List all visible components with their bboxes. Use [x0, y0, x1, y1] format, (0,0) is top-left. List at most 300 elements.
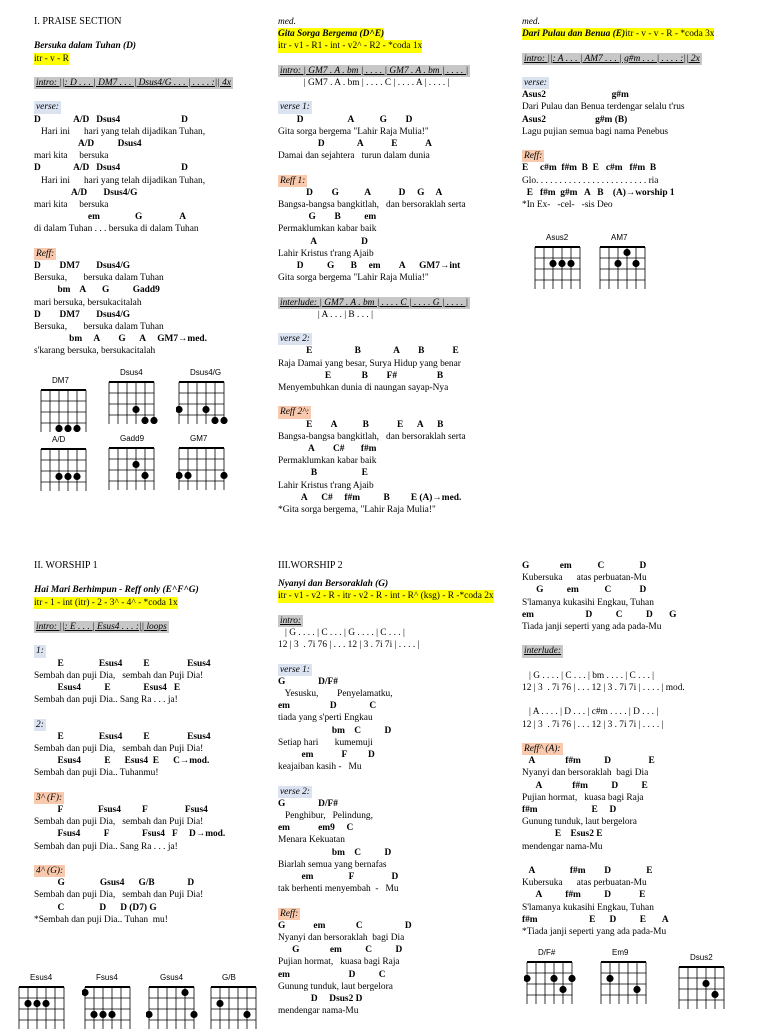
- lyric-line: D DM7 Dsus4/G: [34, 261, 131, 271]
- lyric-line: II. WORSHIP 1: [34, 560, 98, 571]
- lyric-line: itr - v1 - R1 - int - v2^ - R2 - *coda 1x: [278, 41, 423, 52]
- fretboard-grid: [176, 378, 228, 424]
- lyric-line: Sembah dan puji Dia.. Tuhanmu!: [34, 768, 159, 779]
- lyric-line: itr - 1 - int (itr) - 2 - 3^ - 4^ - *coda 1x: [34, 597, 178, 608]
- finger-dot: [55, 473, 62, 480]
- lyric-line: [34, 792, 270, 804]
- lyric-line: mendengar nama-Mu: [278, 1006, 359, 1017]
- section-label: verse 1:: [280, 664, 310, 675]
- lyric-line: Bangsa-bangsa bangkitlah, dan bersoraklah serta: [278, 431, 466, 442]
- chord-diagram: [676, 953, 728, 1014]
- lyric-line: D G A D G A: [278, 187, 443, 198]
- lyric-line: Lagu pujian semua bagi nama Penebus: [522, 126, 669, 137]
- lyric-line: G Gsus4 G/B D: [34, 878, 195, 889]
- section-label: 3^ (F):: [36, 792, 63, 803]
- finger-dot: [132, 406, 139, 413]
- section-label: interlude:: [524, 646, 561, 657]
- finger-dot: [243, 1011, 250, 1018]
- lyric-line: Tiada janji seperti yang ada pada-Mu: [522, 622, 662, 633]
- section-label: Reff 2^:: [280, 407, 310, 418]
- lyric-line: [278, 175, 514, 187]
- lyric-line: Sembah dan puji Dia.. Sang Ra . . . ja!: [34, 695, 178, 706]
- lyric-line: tak berhenti menyembah - Mu: [278, 884, 399, 895]
- finger-dot: [550, 975, 557, 982]
- lyric-line: itr - v - R: [34, 53, 69, 64]
- lyric-line: [34, 65, 270, 77]
- lyric-line: Menyembuhkan dunia di naungan sayap-Nya: [278, 383, 449, 394]
- lyric-line: A/D Dsus4/G: [34, 187, 138, 198]
- lyric-line: | GM7 . A . bm | . . . . C | . . . . A | . . . . |: [278, 78, 450, 88]
- lyric-line: A f#m D E: [522, 890, 646, 901]
- lyric-line: [522, 853, 758, 865]
- lyric-line: [278, 664, 514, 676]
- lyric-line: Gita Sorga Bergema (D^E): [278, 29, 385, 40]
- section-label: intro: ||: E . . . | Esus4 . . . :|| loops: [36, 621, 167, 632]
- lyric-line: Nyanyi dan bersoraklah bagi Dia: [522, 768, 649, 779]
- lyric-line: Bersuka, bersuka dalam Tuhan: [34, 273, 164, 284]
- fretboard-grid: [532, 243, 584, 289]
- lyric-line: [522, 731, 758, 743]
- lyric-line: 12 | 3 . 7i 76 | . . . 12 | 3 . 7i 7i | . . . . |: [278, 640, 420, 651]
- finger-dot: [73, 473, 80, 480]
- lyric-line: bm C D: [278, 725, 392, 736]
- lyric-line: I. PRAISE SECTION: [34, 16, 122, 27]
- col-gita-sorga: [278, 16, 514, 516]
- finger-dot: [606, 975, 613, 982]
- lyric-line: itr - v1 - v2 - R - itr - v2 - R - int - R^ (ksg) - R -: [278, 591, 460, 602]
- section-label: Reff^ (A):: [524, 743, 561, 754]
- lyric-line: [34, 706, 270, 718]
- lyric-line: Nyanyi dan bersoraklah bagi Dia: [278, 933, 405, 944]
- finger-dot: [141, 417, 148, 424]
- lyric-line: Dari Pulau dan Benua (E): [522, 29, 626, 40]
- fretboard-grid: [598, 958, 650, 1004]
- finger-dot: [711, 991, 718, 998]
- lyric-line: [278, 773, 514, 785]
- lyric-line: 12 | 3 . 7i 76 | . . . 12 | 3 . 7i 7i | . . . . | mod.: [522, 683, 685, 693]
- lyric-line: Setiap hari kumemuji: [278, 737, 373, 748]
- lyric-line: [278, 651, 514, 663]
- lyric-line: [522, 658, 758, 670]
- lyric-line: A f#m D E: [522, 866, 653, 876]
- lyric-line: [278, 53, 514, 65]
- lyric-line: [34, 248, 270, 260]
- lyric-line: s'karang bersuka, bersukacitalah: [34, 346, 156, 357]
- finger-dot: [549, 260, 556, 267]
- lyric-line: | A . . . | B . . . |: [278, 309, 373, 320]
- lyric-line: Sembah dan puji Dia, sembah dan Puji Dia!: [34, 670, 204, 681]
- col-dari-pulau: [522, 16, 758, 211]
- lyric-line: [34, 633, 270, 645]
- chord-diagram-name: DM7: [52, 376, 69, 385]
- lyric-line: Esus4 E Esus4 E C→mod.: [34, 756, 210, 767]
- fretboard-grid: [176, 444, 228, 490]
- lyric-line: [34, 236, 270, 248]
- lyric-line: Gita sorga bergema "Lahir Raja Mulia!": [278, 126, 429, 137]
- finger-dot: [211, 417, 218, 424]
- lyric-line: [278, 406, 514, 418]
- lyric-line: A f#m D E: [522, 780, 648, 791]
- finger-dot: [33, 1000, 40, 1007]
- section-label: verse 2:: [280, 334, 310, 345]
- finger-dot: [190, 1011, 197, 1018]
- finger-dot: [614, 260, 621, 267]
- lyric-line: [278, 895, 514, 907]
- lyric-line: tiada yang s'perti Engkau: [278, 713, 373, 724]
- chord-diagram-name: Em9: [612, 948, 629, 957]
- fretboard-grid: [676, 963, 728, 1009]
- lyric-line: [522, 77, 758, 89]
- lyric-line: [34, 28, 270, 40]
- lyric-line: [34, 865, 270, 877]
- finger-dot: [132, 461, 139, 468]
- lyric-line: Bersuka dalam Tuhan (D): [34, 41, 137, 52]
- finger-dot: [181, 989, 188, 996]
- finger-dot: [567, 260, 574, 267]
- finger-dot: [216, 1000, 223, 1007]
- finger-dot: [24, 1000, 31, 1007]
- finger-dot: [559, 986, 566, 993]
- lyric-line: [278, 321, 514, 333]
- section-label: interlude: | GM7 . A . bm | . . . . C | . . . . G | . . . . |: [280, 297, 469, 308]
- chord-diagram: [82, 973, 134, 1034]
- lyric-line: G em C D: [278, 945, 403, 956]
- finger-dot: [184, 472, 191, 479]
- chord-diagram: [532, 233, 584, 294]
- chord-diagram-name: Dsus2: [690, 953, 713, 962]
- finger-dot: [141, 472, 148, 479]
- lyric-line: S'lamanya kukasihi Engkau, Tuhan: [522, 597, 654, 608]
- section-label: Reff:: [524, 151, 543, 162]
- lyric-line: [278, 65, 514, 77]
- finger-dot: [73, 425, 80, 432]
- lyric-line: [34, 780, 270, 792]
- lyric-line: [522, 53, 758, 65]
- finger-dot: [558, 260, 565, 267]
- lyric-line: D Dsus2 D: [278, 994, 363, 1005]
- lyric-line: E Esus4 E Esus4: [34, 731, 211, 742]
- lyric-line: [34, 621, 270, 633]
- section-label: 2:: [36, 719, 44, 730]
- section-label: verse 2:: [280, 786, 310, 797]
- section-label: 4^ (G):: [36, 865, 64, 876]
- lyric-line: E B A B E: [278, 346, 459, 357]
- lyric-line: Permaklumkan kabar baik: [278, 224, 377, 235]
- chord-diagram: [38, 376, 90, 437]
- lyric-line: D DM7 Dsus4/G: [34, 309, 131, 320]
- finger-dot: [55, 425, 62, 432]
- lyric-line: Asus2 g#m (B): [522, 114, 628, 125]
- lyric-line: Hari ini hari yang telah dijadikan Tuhan,: [34, 126, 206, 137]
- fretboard-grid: [16, 983, 68, 1029]
- lyric-line: [522, 65, 758, 77]
- lyric-line: [34, 853, 270, 865]
- lyric-line: D A E A: [278, 139, 432, 149]
- lyric-line: itr - v - v - R - *coda 3x: [625, 29, 715, 40]
- lyric-line: C D D (D7) G: [34, 902, 157, 913]
- lyric-line: em D C: [278, 701, 377, 712]
- finger-dot: [176, 472, 183, 479]
- finger-dot: [633, 986, 640, 993]
- lyric-line: *Sembah dan puji Dia.. Tuhan mu!: [34, 914, 168, 925]
- lyric-line: G D/F#: [278, 798, 338, 809]
- chord-diagram: [176, 434, 228, 495]
- lyric-line: Raja Damai yang besar, Surya Hidup yang benar: [278, 358, 461, 369]
- lyric-line: Yesusku, Penyelamatku,: [278, 689, 393, 699]
- section-label: intro: ||: D . . . | DM7 . . . | Dsus4/G . . . | . . . . :|| 4x: [36, 77, 232, 88]
- finger-dot: [623, 249, 630, 256]
- lyric-line: [278, 89, 514, 101]
- lyric-line: [278, 394, 514, 406]
- finger-dot: [90, 1011, 97, 1018]
- lyric-line: f#m E D: [522, 805, 617, 815]
- lyric-line: E c#m f#m B E c#m f#m B: [522, 163, 657, 174]
- lyric-line: em G A: [34, 212, 187, 223]
- lyric-line: [34, 609, 270, 621]
- section-label: verse:: [524, 77, 547, 88]
- lyric-line: mendengar nama-Mu: [522, 841, 603, 852]
- section-label: intro:: [280, 615, 302, 626]
- finger-dot: [146, 1011, 153, 1018]
- chord-diagram-name: Dsus4/G: [190, 368, 222, 377]
- lyric-line: Damai dan sejahtera turun dalam dunia: [278, 151, 430, 162]
- finger-dot: [202, 406, 209, 413]
- lyric-line: Menara Kekuatan: [278, 835, 345, 846]
- lyric-line: [522, 743, 758, 755]
- lyric-line: Fsus4 F Fsus4 F D→mod.: [34, 829, 226, 840]
- lyric-line: bm A G A GM7→med.: [34, 334, 207, 345]
- finger-dot: [64, 473, 71, 480]
- fretboard-grid: [106, 444, 158, 490]
- fretboard-grid: [106, 378, 158, 424]
- lyric-line: Esus4 E Esus4 E: [34, 682, 181, 693]
- lyric-line: [522, 694, 758, 706]
- lyric-line: [522, 150, 758, 162]
- col-worship-1: [34, 560, 270, 926]
- chord-diagram-name: AM7: [611, 233, 628, 242]
- lyric-line: f#m E D E A: [522, 914, 669, 925]
- lyric-line: [34, 645, 270, 657]
- chord-diagram: [38, 435, 90, 496]
- lyric-line: Hari ini hari yang telah dijadikan Tuhan,: [34, 175, 206, 186]
- lyric-line: Lahir Kristus t'rang Ajaib: [278, 248, 374, 259]
- lyric-line: G B em: [278, 212, 377, 223]
- lyric-line: [278, 786, 514, 798]
- lyric-line: Sembah dan puji Dia, sembah dan Puji Dia!: [34, 817, 204, 828]
- lyric-line: Nyanyi dan Bersoraklah (G): [278, 579, 389, 590]
- lyric-line: D A/D Dsus4 D: [34, 163, 188, 174]
- chord-diagram: [208, 973, 260, 1034]
- chord-diagram: [597, 233, 649, 294]
- lyric-line: Bangsa-bangsa bangkitlah, dan bersoraklah serta: [278, 200, 466, 210]
- lyric-line: [278, 603, 514, 615]
- section-label: Reff:: [36, 248, 55, 259]
- lyric-line: [522, 40, 758, 52]
- finger-dot: [42, 1000, 49, 1007]
- lyric-line: keajaiban kasih - Mu: [278, 762, 362, 773]
- section-label: intro: ||: A . . . | AM7 . . . | g#m . . . | . . . . :|| 2x: [524, 53, 700, 64]
- chord-diagram-name: Dsus4: [120, 368, 143, 377]
- lyric-line: E f#m g#m A B (A)→worship 1: [522, 187, 675, 198]
- lyric-line: Glo. . . . . . . . . . . . . . . . . . . . . . . . ria: [522, 175, 659, 186]
- section-label: Reff:: [280, 908, 299, 919]
- section-label: intro: | GM7 . A . bm | . . . . | GM7 . A . bm | . . . . |: [280, 65, 469, 76]
- section-label: 1:: [36, 646, 44, 657]
- finger-dot: [176, 406, 183, 413]
- lyric-line: D G B em A GM7→int: [278, 261, 461, 272]
- lyric-line: med.: [278, 17, 296, 27]
- lyric-line: [522, 138, 758, 150]
- lyric-line: Bersuka, bersuka dalam Tuhan: [34, 322, 164, 333]
- lyric-line: mari kita bersuka: [34, 151, 109, 162]
- lyric-line: A C# f#m B E (A)→med.: [278, 492, 462, 503]
- lyric-line: G D/F#: [278, 676, 338, 687]
- lyric-line: em D C D G: [522, 609, 677, 620]
- lyric-line: A C# f#m: [278, 444, 377, 455]
- col-worship-2-cont: [522, 560, 758, 938]
- lyric-line: Gunung tunduk, laut bergelora: [522, 817, 637, 828]
- lyric-line: A D: [278, 236, 368, 247]
- lyric-line: mari kita bersuka: [34, 200, 109, 210]
- lyric-line: [522, 645, 758, 657]
- lyric-line: Gita sorga bergema "Lahir Raja Mulia!": [278, 273, 429, 284]
- lyric-line: [522, 633, 758, 645]
- col-worship-2: [278, 560, 514, 1017]
- finger-dot: [82, 989, 89, 996]
- finger-dot: [702, 980, 709, 987]
- lyric-line: Sembah dan puji Dia.. Sang Ra . . . ja!: [34, 841, 178, 852]
- lyric-line: Kubersuka atas perbuatan-Mu: [522, 878, 647, 889]
- finger-dot: [64, 425, 71, 432]
- lyric-line: Pujian hormat, kuasa bagi Raja: [278, 957, 400, 968]
- lyric-line: A f#m D E: [522, 756, 655, 767]
- chord-diagram-name: GM7: [190, 434, 208, 443]
- chord-diagram: [146, 973, 198, 1034]
- lyric-line: med.: [522, 17, 540, 27]
- chord-diagram: [598, 948, 650, 1009]
- lyric-line: [278, 162, 514, 174]
- lyric-line: em em9 C: [278, 823, 354, 834]
- lyric-line: E A B E A B: [278, 419, 444, 430]
- lyric-line: [34, 101, 270, 113]
- section-label: Reff 1:: [280, 175, 306, 186]
- finger-dot: [108, 1011, 115, 1018]
- lyric-line: bm A G Gadd9: [34, 285, 160, 296]
- finger-dot: [524, 975, 531, 982]
- lyric-line: Permaklumkan kabar baik: [278, 456, 377, 467]
- fretboard-grid: [38, 445, 90, 491]
- lyric-line: G em C D: [522, 561, 647, 571]
- lyric-line: Sembah dan puji Dia, sembah dan Puji Dia!: [34, 890, 204, 901]
- lyric-line: | G . . . . | C . . . | G . . . . | C . . . |: [278, 628, 405, 638]
- chord-diagram-name: G/B: [222, 973, 236, 982]
- chord-diagram: [106, 434, 158, 495]
- lyric-line: E Esus2 E: [522, 829, 603, 840]
- lyric-line: mari bersuka, bersukacitalah: [34, 297, 142, 308]
- lyric-line: 12 | 3 . 7i 76 | . . . 12 | 3 . 7i 7i | . . . . |: [522, 719, 664, 730]
- fretboard-grid: [597, 243, 649, 289]
- lyric-line: Pujian hormat, kuasa bagi Raja: [522, 792, 644, 803]
- chord-diagram: [16, 973, 68, 1034]
- lyric-line: Hai Mari Berhimpun - Reff only (E^F^G): [34, 585, 199, 596]
- lyric-line: [278, 908, 514, 920]
- fretboard-grid: [208, 983, 260, 1029]
- lyric-line: E B F# B: [278, 370, 444, 381]
- lyric-line: [278, 284, 514, 296]
- fretboard-grid: [146, 983, 198, 1029]
- lyric-line: Penghibur, Pelindung,: [278, 811, 373, 822]
- lyric-line: Asus2 g#m: [522, 90, 629, 101]
- chord-diagram-name: D/F#: [538, 948, 556, 957]
- col-praise: [34, 16, 270, 358]
- chord-diagram-name: Gadd9: [120, 434, 145, 443]
- chord-diagram: [176, 368, 228, 429]
- lyric-line: D A/D Dsus4 D: [34, 114, 188, 125]
- lyric-line: | G . . . . | C . . . | bm . . . . | C . . . |: [522, 670, 655, 681]
- lyric-line: A/D Dsus4: [34, 138, 142, 149]
- finger-dot: [150, 417, 157, 424]
- fretboard-grid: [38, 386, 90, 432]
- lyric-line: em F D: [278, 750, 375, 761]
- fretboard-grid: [82, 983, 134, 1029]
- lyric-line: [34, 89, 270, 101]
- lyric-line: Gunung tunduk, laut bergelora: [278, 981, 393, 992]
- lyric-line: [34, 77, 270, 89]
- lyric-line: *Tiada janji seperti yang ada pada-Mu: [522, 927, 667, 938]
- lyric-line: | A . . . . | D . . . | c#m . . . . | D . . . |: [522, 707, 659, 718]
- lyric-line: [278, 101, 514, 113]
- lyric-line: Biarlah semua yang bernafas: [278, 859, 387, 870]
- lyric-line: em F D: [278, 872, 399, 883]
- lyric-line: B E: [278, 468, 368, 479]
- lyric-line: III.WORSHIP 2: [278, 560, 343, 571]
- chord-diagram: [524, 948, 576, 1009]
- section-label: verse 1:: [280, 102, 310, 113]
- lyric-line: *In Ex- -cel- -sis Deo: [522, 200, 613, 210]
- lyric-line: Kubersuka atas perbuatan-Mu: [522, 573, 647, 584]
- lyric-line: di dalam Tuhan . . . bersuka di dalam Tuhan: [34, 224, 199, 235]
- lyric-line: Lahir Kristus t'rang Ajaib: [278, 480, 374, 491]
- chord-diagram-name: Esus4: [30, 973, 53, 982]
- lyric-line: Dari Pulau dan Benua terdengar selalu t'rus: [522, 102, 685, 113]
- lyric-line: D A G D: [278, 114, 413, 125]
- finger-dot: [632, 260, 639, 267]
- chord-diagram-name: Asus2: [546, 233, 569, 242]
- lyric-line: G em C D: [522, 585, 647, 596]
- lyric-line: S'lamanya kukasihi Engkau, Tuhan: [522, 902, 654, 913]
- chord-diagram-name: Fsus4: [96, 973, 118, 982]
- lyric-line: [278, 297, 514, 309]
- lyric-line: [278, 333, 514, 345]
- lyric-line: [34, 572, 270, 584]
- finger-dot: [568, 975, 575, 982]
- finger-dot: [220, 472, 227, 479]
- lyric-line: G em C D: [278, 920, 412, 931]
- finger-dot: [220, 417, 227, 424]
- lyric-line: Sembah dan puji Dia, sembah dan Puji Dia!: [34, 743, 204, 754]
- chord-diagram-name: A/D: [52, 435, 66, 444]
- lyric-line: F Fsus4 F Fsus4: [34, 804, 208, 815]
- fretboard-grid: [524, 958, 576, 1004]
- finger-dot: [99, 1011, 106, 1018]
- lyric-line: *Gita sorga bergema, "Lahir Raja Mulia!": [278, 505, 436, 516]
- chord-diagram: [106, 368, 158, 429]
- section-label: verse:: [36, 102, 59, 113]
- lyric-line: *coda 2x: [459, 591, 494, 602]
- lyric-line: [34, 719, 270, 731]
- lyric-line: E Esus4 E Esus4: [34, 658, 211, 669]
- lyric-line: [278, 615, 514, 627]
